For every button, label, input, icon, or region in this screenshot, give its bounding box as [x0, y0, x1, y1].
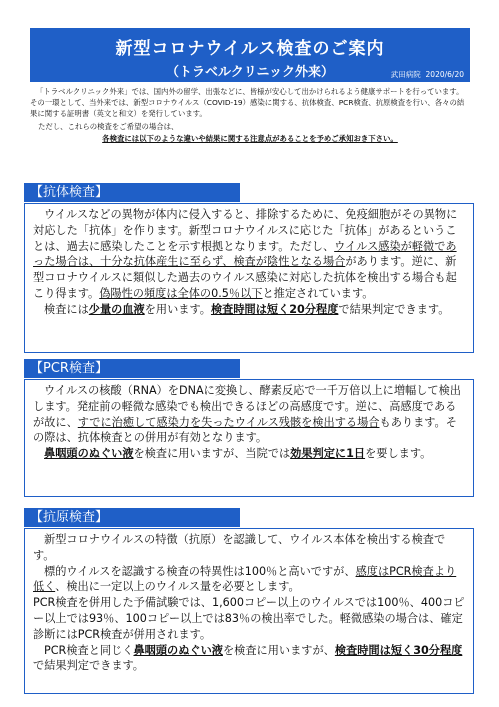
- antigen-paragraph-2: [33, 564, 465, 596]
- pcr-text: ウイルスの核酸（RNA）をDNAに変換し、酵素反応で一千万倍以上に増幅して検出します。発症前の軽微な感染でも検出できるほどの高感度です。逆に、高感度であるが故に、: [33, 384, 461, 429]
- antigen-sample: 鼻咽頭のぬぐい液: [133, 643, 223, 657]
- antibody-time: 検査時間は短く20分程度: [210, 302, 339, 316]
- antigen-section-title: 【抗原検査】: [24, 508, 240, 527]
- antigen-text: 、検出に一定以上のウイルス量を必要とします。: [55, 580, 300, 594]
- pcr-paragraph-2: [33, 446, 465, 462]
- antibody-section-body: [24, 203, 474, 353]
- antibody-text: で結果判定できます。: [338, 302, 450, 316]
- antibody-section-title: 【抗体検査】: [24, 183, 240, 202]
- antibody-text: ウイルスなどの異物が体内に侵入すると、排除するために、免疫細胞がその異物に対応した「抗体」を作ります。新型コロナウイルスに応じた「抗体」があるということは、過去に感染したことを示す根拠となります。ただし、: [33, 208, 458, 253]
- pcr-text: を検査に用いますが、当院では: [133, 447, 291, 461]
- antigen-time: 検査時間は短く30分程度: [334, 643, 463, 657]
- header-meta: [391, 69, 464, 80]
- org-name: 武田病院: [390, 70, 421, 79]
- antigen-paragraph-4: [33, 643, 465, 675]
- antigen-text: 標的ウイルスを認識する検査の特異性は100％と高いですが、: [44, 564, 356, 578]
- antibody-text: と推定されています。: [262, 286, 374, 300]
- antibody-text: 検査には: [44, 302, 89, 316]
- pcr-text: を要します。: [365, 447, 432, 461]
- pcr-sample: 鼻咽頭のぬぐい液: [44, 447, 134, 461]
- page-subtitle: （トラベルクリニック外来）: [166, 65, 334, 80]
- pcr-paragraph-1: [33, 383, 465, 446]
- intro-paragraph: 「トラベルクリニック外来」では、国内外の留学、出張などに、皆様が安心して出かけられるよう健康サポートを行っています。 その一環として、当外来では、新型コロナウイルス（COVID-19）感染に関する、抗体検査、PCR検査、抗原検査を行い、各々の結果に関する証明書（英文と和文）を発行しています。: [30, 87, 465, 118]
- antigen-section-body: [24, 528, 474, 694]
- antibody-caution: ウイルス感染が軽微であった場合は、十分な抗体産生に至らず、検査が陰性となる場合: [33, 239, 457, 269]
- antigen-paragraph-1: 新型コロナウイルスの特徴（抗原）を認識して、ウイルス本体を検出する検査です。: [33, 533, 446, 562]
- antigen-paragraph-3: PCR検査を併用した予備試験では、1,600コピー以上のウイルスでは100％、400コピー以上では93％、100コピー以上では83％の検出率でした。軽微感染の場合は、確定診断にはPCR検査が併用されます。: [33, 596, 465, 641]
- antibody-paragraph-2: [33, 302, 465, 318]
- intro-note: ただし、これらの検査をご希望の場合は、: [38, 122, 179, 131]
- antibody-sample: 少量の血液: [88, 302, 145, 316]
- antigen-text: を検査に用いますが、: [222, 643, 335, 657]
- pcr-section-title: 【PCR検査】: [24, 359, 240, 378]
- antigen-sensitivity: 感度はPCR検査より低く: [33, 564, 457, 594]
- date: 2020/6/20: [425, 70, 464, 79]
- antibody-paragraph-1: [33, 207, 465, 302]
- page-title: 新型コロナウイルス検査のご案内: [115, 39, 385, 59]
- antibody-false-positive: 偽陽性の頻度は全体の0.5％以下: [99, 286, 263, 300]
- header-banner: [30, 28, 470, 82]
- pcr-text: もあります。その際は、抗体検査との併用が有効となります。: [33, 415, 457, 445]
- antibody-text: を用います。: [144, 302, 211, 316]
- pcr-caution: すでに治癒して感染力を失ったウイルス残骸を検出する場合: [77, 415, 380, 429]
- antibody-text: があります。逆に、新型コロナウイルスに類似した過去のウイルス感染に対応した抗体を検出する場合も起こり得ます。: [33, 255, 457, 300]
- pcr-time: 効果判定に1日: [290, 447, 366, 461]
- pcr-section-body: [24, 379, 474, 497]
- antigen-text: PCR検査と同じく: [44, 643, 134, 657]
- antigen-text: で結果判定できます。: [33, 659, 144, 673]
- intro-block: [30, 86, 470, 144]
- intro-warning: 各検査には以下のような違いや結果に関する注意点があることを予めご承知おき下さい。: [102, 134, 398, 143]
